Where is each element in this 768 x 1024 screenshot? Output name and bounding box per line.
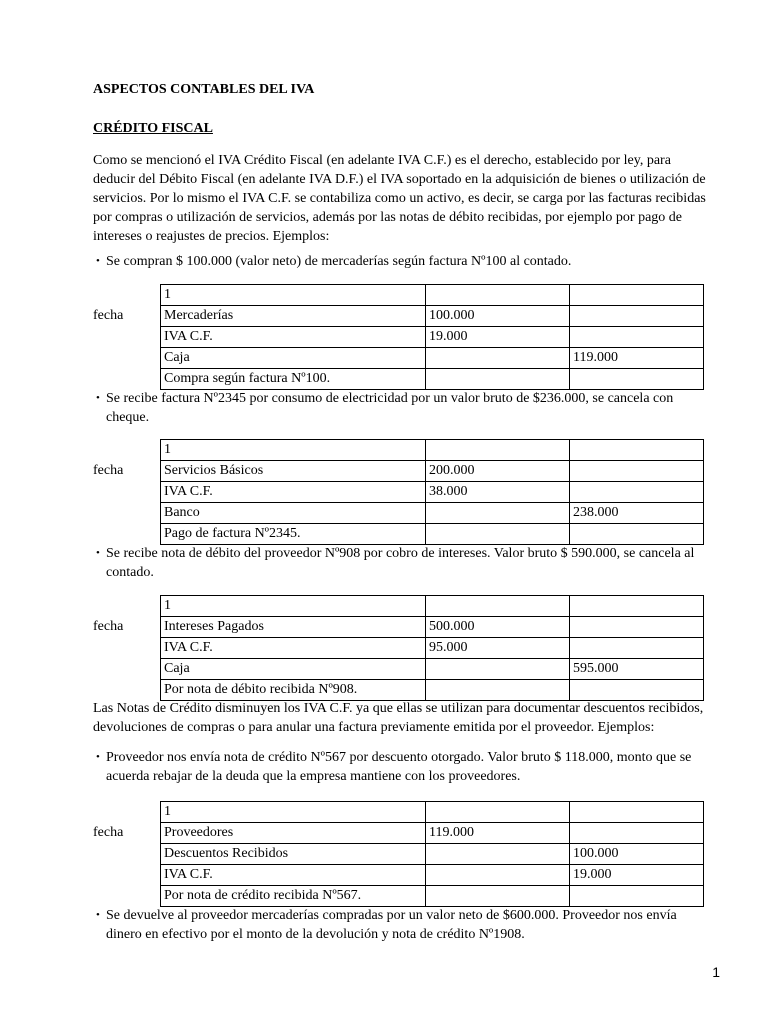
bullet-text-continuation: cheque. — [106, 410, 150, 425]
journal-row — [160, 823, 704, 844]
journal-row — [160, 482, 704, 503]
debit-cell — [426, 886, 570, 907]
fecha-label: fecha — [93, 308, 124, 323]
account-cell: 1 — [160, 284, 426, 306]
debit-cell — [426, 348, 570, 369]
journal-row — [160, 680, 704, 701]
journal-row — [160, 461, 704, 482]
bullet-text: Se devuelve al proveedor mercaderías compradas por un valor neto de $600.000. Proveedor nos envía — [106, 908, 677, 923]
credit-cell: 119.000 — [570, 348, 704, 369]
debit-cell: 38.000 — [426, 482, 570, 503]
account-cell: Mercaderías — [160, 306, 426, 327]
credit-cell: 19.000 — [570, 865, 704, 886]
account-cell: Caja — [160, 659, 426, 680]
account-cell: Banco — [160, 503, 426, 524]
journal-row — [160, 440, 704, 461]
account-cell: Descuentos Recibidos — [160, 844, 426, 865]
intro-line: deducir del Débito Fiscal (en adelante IVA D.F.) el IVA soportado en la adquisición de bienes o utilización de — [93, 172, 706, 187]
credit-cell — [570, 439, 704, 461]
journal-row — [160, 886, 704, 907]
account-cell: Por nota de crédito recibida Nº567. — [160, 886, 426, 907]
debit-cell — [426, 503, 570, 524]
credit-cell — [570, 886, 704, 907]
journal-row — [160, 327, 704, 348]
journal-row — [160, 306, 704, 327]
account-cell: IVA C.F. — [160, 482, 426, 503]
journal-row — [160, 285, 704, 306]
bullet-text: Se recibe nota de débito del proveedor Nº908 por cobro de intereses. Valor bruto $ 590.000, se cancela al — [106, 546, 695, 561]
bullet-text: Proveedor nos envía nota de crédito Nº567 por descuento otorgado. Valor bruto $ 118.000, monto que se — [106, 750, 692, 765]
account-cell: IVA C.F. — [160, 865, 426, 886]
debit-cell — [426, 659, 570, 680]
debit-cell: 95.000 — [426, 638, 570, 659]
account-cell: IVA C.F. — [160, 638, 426, 659]
credit-cell: 100.000 — [570, 844, 704, 865]
intro-line: intereses o reajustes de precios. Ejemplos: — [93, 229, 330, 244]
debit-cell: 200.000 — [426, 461, 570, 482]
journal-row — [160, 596, 704, 617]
account-cell: 1 — [160, 801, 426, 823]
fecha-label: fecha — [93, 825, 124, 840]
fecha-label: fecha — [93, 463, 124, 478]
debit-cell — [426, 284, 570, 306]
debit-cell: 500.000 — [426, 617, 570, 638]
credit-cell — [570, 482, 704, 503]
page-number: 1 — [712, 964, 720, 980]
document-heading: ASPECTOS CONTABLES DEL IVA — [93, 82, 315, 97]
debit-cell — [426, 439, 570, 461]
credit-cell — [570, 617, 704, 638]
account-cell: Compra según factura Nº100. — [160, 369, 426, 390]
account-cell: IVA C.F. — [160, 327, 426, 348]
section-title: CRÉDITO FISCAL — [93, 121, 213, 136]
account-cell: Por nota de débito recibida Nº908. — [160, 680, 426, 701]
debit-cell — [426, 844, 570, 865]
journal-row — [160, 802, 704, 823]
fecha-label: fecha — [93, 619, 124, 634]
account-cell: Intereses Pagados — [160, 617, 426, 638]
credit-cell — [570, 595, 704, 617]
credit-cell — [570, 461, 704, 482]
bullet-marker: • — [96, 255, 100, 267]
journal-row — [160, 503, 704, 524]
notas-paragraph — [93, 699, 703, 737]
intro-line: servicios. Por lo mismo el IVA C.F. se contabiliza como un activo, es decir, se carga por las facturas recibidas — [93, 191, 706, 206]
bullet-marker: • — [96, 751, 100, 763]
bullet-text-continuation: contado. — [106, 565, 154, 580]
debit-cell: 119.000 — [426, 823, 570, 844]
credit-cell — [570, 369, 704, 390]
bullet-marker: • — [96, 392, 100, 404]
bullet-text: Se recibe factura Nº2345 por consumo de electricidad por un valor bruto de $236.000, se cancela con — [106, 391, 674, 406]
account-cell: Pago de factura Nº2345. — [160, 524, 426, 545]
journal-row — [160, 638, 704, 659]
debit-cell — [426, 524, 570, 545]
debit-cell — [426, 801, 570, 823]
bullet-text-continuation: acuerda rebajar de la deuda que la empresa mantiene con los proveedores. — [106, 769, 521, 784]
account-cell: Caja — [160, 348, 426, 369]
credit-cell — [570, 680, 704, 701]
credit-cell — [570, 327, 704, 348]
account-cell: Servicios Básicos — [160, 461, 426, 482]
credit-cell — [570, 284, 704, 306]
notas-line: Las Notas de Crédito disminuyen los IVA C.F. ya que ellas se utilizan para documentar descuentos recibidos, — [93, 701, 704, 716]
bullet-marker: • — [96, 909, 100, 921]
debit-cell — [426, 595, 570, 617]
bullet-marker: • — [96, 547, 100, 559]
account-cell: 1 — [160, 439, 426, 461]
credit-cell: 238.000 — [570, 503, 704, 524]
intro-line: Como se mencionó el IVA Crédito Fiscal (en adelante IVA C.F.) es el derecho, establecido por ley, para — [93, 153, 671, 168]
journal-row — [160, 524, 704, 545]
debit-cell: 19.000 — [426, 327, 570, 348]
debit-cell — [426, 680, 570, 701]
bullet-text-continuation: dinero en efectivo por el monto de la devolución y nota de crédito Nº1908. — [106, 927, 525, 942]
credit-cell — [570, 306, 704, 327]
journal-row — [160, 865, 704, 886]
debit-cell: 100.000 — [426, 306, 570, 327]
journal-row — [160, 659, 704, 680]
credit-cell — [570, 524, 704, 545]
credit-cell — [570, 638, 704, 659]
intro-line: por compras o utilización de servicios, además por las notas de débito recibidas, por ejemplo por pago de — [93, 210, 682, 225]
notas-line: devoluciones de compras o para anular una factura previamente emitida por el proveedor. Ejemplos: — [93, 720, 655, 735]
account-cell: Proveedores — [160, 823, 426, 844]
credit-cell — [570, 823, 704, 844]
bullet-text: Se compran $ 100.000 (valor neto) de mercaderías según factura Nº100 al contado. — [106, 254, 572, 269]
debit-cell — [426, 369, 570, 390]
journal-row — [160, 617, 704, 638]
journal-row — [160, 844, 704, 865]
journal-row — [160, 369, 704, 390]
debit-cell — [426, 865, 570, 886]
intro-paragraph — [93, 151, 706, 246]
credit-cell — [570, 801, 704, 823]
credit-cell: 595.000 — [570, 659, 704, 680]
account-cell: 1 — [160, 595, 426, 617]
journal-row — [160, 348, 704, 369]
